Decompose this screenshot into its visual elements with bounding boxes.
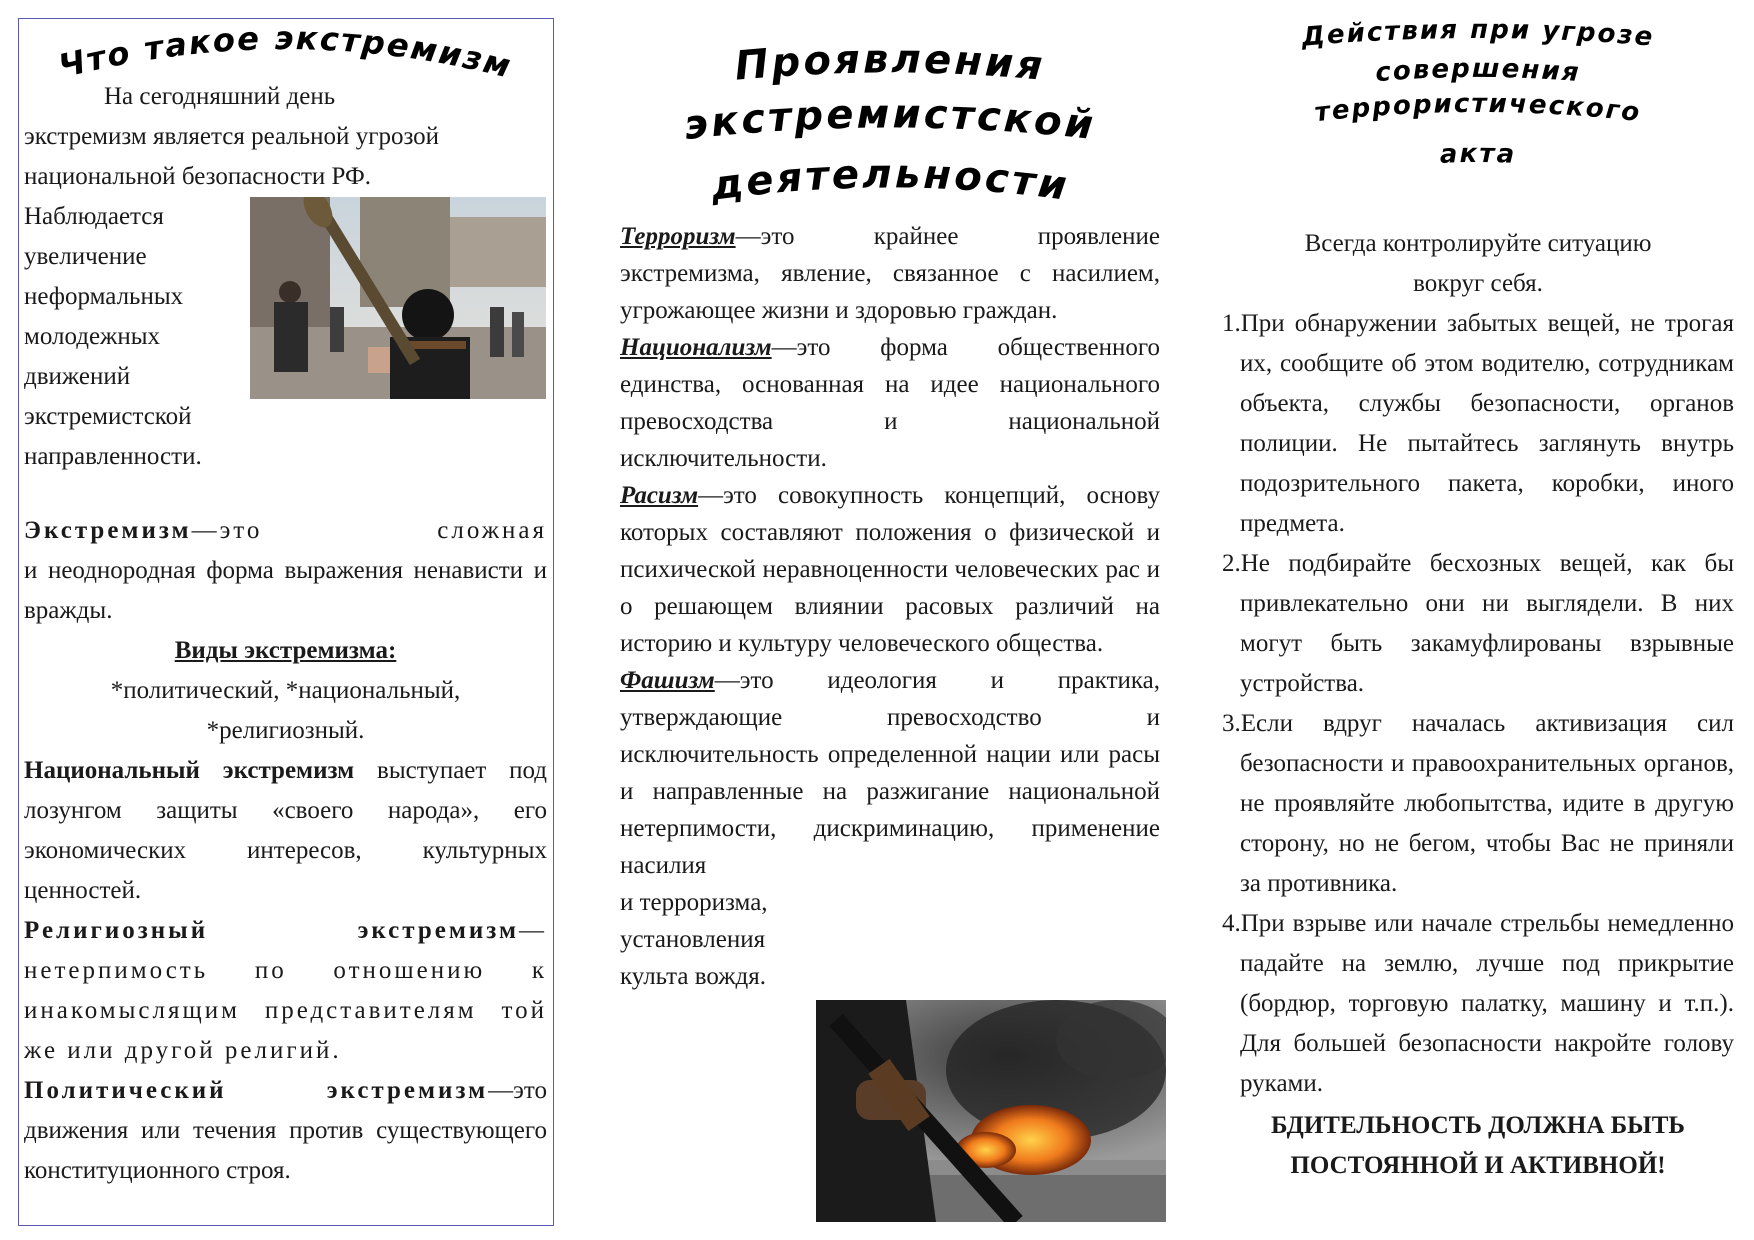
- title-text: Что такое экстремизм: [54, 19, 517, 86]
- types-list: *религиозный.: [206, 717, 365, 744]
- political-text: —это движения или течения против существующего конституционного строя.: [24, 1077, 547, 1184]
- title-actions-terror-threat: [1222, 14, 1734, 182]
- action-item: 3.Если вдруг началась активизация сил безопасности и правоохранительных органов, не проявляйте любопытства, идите в другую сторону, но не бегом, чтобы Вас не приняли за противника.: [1222, 710, 1734, 897]
- action-item: 4.При взрыве или начале стрельбы немедленно падайте на землю, лучше под прикрытие (бордюр, торговую палатку, машину и т.п.). Для большей безопасности накройте голову руками.: [1222, 910, 1734, 1097]
- intro-line: экстремизм является реальной угрозой: [24, 123, 440, 150]
- intro-line: Наблюдается: [24, 203, 164, 230]
- closing-slogan: ПОСТОЯННОЙ И АКТИВНОЙ!: [1290, 1152, 1666, 1179]
- intro-line: молодежных: [24, 323, 161, 350]
- religious-extremism: [24, 911, 547, 1071]
- terrorism-definition: [620, 218, 1160, 329]
- svg-text:акта: [1439, 139, 1517, 170]
- nationalism-text: —это форма общественного единства, основанная на идее национального превосходства и национальной исключительности.: [620, 334, 1160, 472]
- intro-line: национальной безопасности РФ.: [24, 163, 372, 190]
- svg-text:Действия при угрозе: [1300, 15, 1656, 53]
- intro-line: На сегодняшний день: [104, 83, 336, 110]
- closing-slogan: БДИТЕЛЬНОСТЬ ДОЛЖНА БЫТЬ: [1271, 1112, 1685, 1139]
- term-religious-extremism: Религиозный экстремизм: [24, 917, 519, 944]
- title-line: террористического: [1313, 88, 1643, 129]
- action-item: 2.Не подбирайте бесхозных вещей, как бы привлекательно они ни выглядели. В них могут быть закамуфлированы взрывные устройства.: [1222, 550, 1734, 697]
- intro-line: экстремистской: [24, 403, 192, 430]
- intro-line: увеличение: [24, 243, 147, 270]
- terrorism-text: —это крайнее проявление экстремизма, явление, связанное с насилием, угрожающее жизни и здоровью граждан.: [620, 223, 1160, 324]
- fascism-text: —это идеология и практика, утверждающие превосходство и исключительность определенной нации или расы и направленные на разжигание национальной нетерпимости, дискриминацию, применение насилия: [620, 667, 1160, 879]
- title-extremist-activity: [620, 30, 1160, 210]
- term-extremism: Экстремизм: [24, 517, 192, 544]
- racism-definition: [620, 477, 1160, 662]
- types-heading: Виды экстремизма:: [174, 637, 397, 664]
- action-item: 1.При обнаружении забытых вещей, не трогая их, сообщите об этом водителю, сотрудникам объекта, службы безопасности, органов полиции. Не пытайтесь заглянуть внутрь подозрительного пакета, коробки, иного предмета.: [1222, 310, 1734, 537]
- national-text: выступает под лозунгом защиты «своего народа», его экономических интересов, культурных ценностей.: [24, 757, 548, 904]
- title-line: Действия при угрозе: [1300, 14, 1656, 53]
- militant-photo: [250, 197, 546, 399]
- title-line: совершения: [1374, 53, 1582, 89]
- panel-extremist-activity: [620, 30, 1160, 1230]
- definition-text: —это сложная: [191, 517, 547, 544]
- lead-line: вокруг себя.: [1413, 270, 1543, 297]
- title-line: Проявления: [732, 36, 1048, 90]
- svg-text:экстремистской: [682, 91, 1098, 149]
- panel-actions-terror-threat: [1222, 14, 1734, 1222]
- term-racism: Расизм: [620, 482, 699, 509]
- intro-line: движений: [24, 363, 131, 390]
- title-line: экстремистской: [681, 91, 1099, 150]
- political-extremism: [24, 1071, 547, 1191]
- extremism-definition: [24, 511, 547, 551]
- nationalism-definition: [620, 329, 1160, 477]
- racism-text: —это совокупность концепций, основу которых составляют положения о физической и психической неравноценности человеческих рас и о решающем влиянии расовых различий на историю и культуру человеческого общества.: [620, 482, 1160, 657]
- term-fascism: Фашизм: [620, 667, 715, 694]
- fascism-tail: установления: [620, 926, 766, 953]
- title-line: акта: [1439, 138, 1517, 170]
- fascism-definition: [620, 662, 1160, 884]
- types-list: *политический, *национальный,: [110, 677, 461, 704]
- panel-what-is-extremism: [18, 18, 554, 1226]
- svg-text:деятельности: [707, 151, 1072, 210]
- religious-text: —нетерпимость по отношению к инакомыслящим представителям той же или другой религий.: [24, 917, 547, 1064]
- term-nationalism: Национализм: [620, 334, 772, 361]
- national-extremism: [24, 751, 547, 911]
- term-national-extremism: Национальный экстремизм: [24, 757, 355, 784]
- fascism-tail: и терроризма,: [620, 889, 768, 916]
- intro-line: неформальных: [24, 283, 184, 310]
- svg-text:Проявления: [733, 36, 1047, 89]
- title-line: деятельности: [707, 151, 1073, 210]
- lead-line: Всегда контролируйте ситуацию: [1304, 230, 1652, 257]
- svg-text:террористического: [1313, 89, 1643, 128]
- fascism-tail: культа вождя.: [620, 963, 766, 990]
- extremism-definition-cont: и неоднородная форма выражения ненависти и вражды.: [24, 557, 547, 624]
- term-political-extremism: Политический экстремизм: [24, 1077, 489, 1104]
- term-terrorism: Терроризм: [620, 223, 736, 250]
- intro-line: направленности.: [24, 443, 202, 470]
- svg-text:совершения: [1374, 54, 1581, 88]
- gunman-fire-photo: [816, 1000, 1166, 1222]
- svg-text:Что такое экстремизм: [55, 19, 516, 86]
